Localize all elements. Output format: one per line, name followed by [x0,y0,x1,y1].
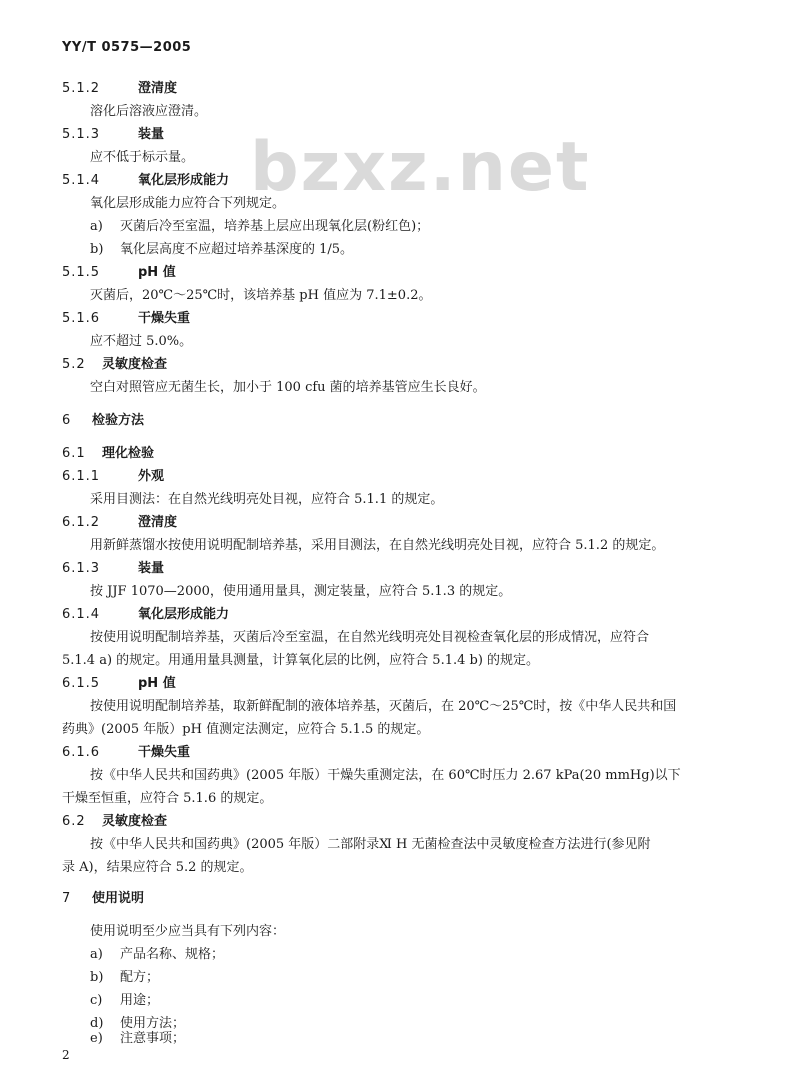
text-6-1-5-line2: 药典》(2005 年版）pH 值测定法测定，应符合 5.1.5 的规定。 [62,722,430,737]
heading-5-1-3: 5.1.3 装量 [62,127,165,142]
heading-6-1-3: 6.1.3 装量 [62,561,165,576]
text-6-1-4-line2: 5.1.4 a) 的规定。用通用量具测量，计算氧化层的比例，应符合 5.1.4 b) 的规定。 [62,653,540,668]
heading-7: 7 使用说明 [62,891,145,906]
text-5-1-4: 氧化层形成能力应符合下列规定。 [90,196,286,211]
heading-6-2: 6.2 灵敏度检查 [62,814,168,829]
heading-5-1-2: 5.1.2 澄清度 [62,81,178,96]
heading-6-1-1: 6.1.1 外观 [62,469,165,484]
heading-5-1-4: 5.1.4 氧化层形成能力 [62,173,230,188]
heading-5-2: 5.2 灵敏度检查 [62,357,168,372]
list-item: b) 氧化层高度不应超过培养基深度的 1/5。 [90,242,354,257]
text-6-1-1: 采用目测法：在自然光线明亮处目视，应符合 5.1.1 的规定。 [90,492,444,507]
text-5-1-5: 灭菌后，20℃～25℃时，该培养基 pH 值应为 7.1±0.2。 [90,288,432,303]
page-number: 2 [62,1048,70,1062]
text-5-1-3: 应不低于标示量。 [90,150,195,165]
watermark: bzxz.net [250,128,591,207]
list-item: d) 使用方法； [90,1016,186,1031]
standard-code: YY/T 0575—2005 [62,40,192,55]
text-6-1-6-line1: 按《中华人民共和国药典》(2005 年版）干燥失重测定法，在 60℃时压力 2.67 kPa(20 mmHg)以下 [90,768,681,783]
text-6-1-4-line1: 按使用说明配制培养基，灭菌后冷至室温，在自然光线明亮处目视检查氧化层的形成情况，应符合 [90,630,650,645]
text-5-1-6: 应不超过 5.0%。 [90,334,193,349]
heading-6-1-6: 6.1.6 干燥失重 [62,745,191,760]
heading-6-1-2: 6.1.2 澄清度 [62,515,178,530]
list-item: a) 产品名称、规格； [90,947,225,962]
text-6-1-5-line1: 按使用说明配制培养基，取新鲜配制的液体培养基，灭菌后，在 20℃～25℃时，按《中华人民共和国 [90,699,677,714]
heading-5-1-6: 5.1.6 干燥失重 [62,311,191,326]
text-6-2-line1: 按《中华人民共和国药典》(2005 年版）二部附录Ⅺ H 无菌检查法中灵敏度检查方法进行(参见附 [90,837,651,852]
text-5-1-2: 溶化后溶液应澄清。 [90,104,208,119]
text-6-2-line2: 录 A)，结果应符合 5.2 的规定。 [62,860,253,875]
list-item: e) 注意事项； [90,1031,186,1046]
list-item: c) 用途； [90,993,160,1008]
text-6-1-6-line2: 干燥至恒重，应符合 5.1.6 的规定。 [62,791,273,806]
text-6-1-3: 按 JJF 1070—2000，使用通用量具，测定装量，应符合 5.1.3 的规定。 [90,584,512,599]
list-item: a) 灭菌后冷至室温，培养基上层应出现氧化层(粉红色)； [90,219,430,234]
heading-5-1-5: 5.1.5 pH 值 [62,265,176,280]
heading-6-1-5: 6.1.5 pH 值 [62,676,176,691]
text-5-2: 空白对照管应无菌生长，加小于 100 cfu 菌的培养基管应生长良好。 [90,380,486,395]
list-item: b) 配方； [90,970,160,985]
heading-6-1-4: 6.1.4 氧化层形成能力 [62,607,230,622]
heading-6-1: 6.1 理化检验 [62,446,155,461]
text-7: 使用说明至少应当具有下列内容： [90,924,286,939]
text-6-1-2: 用新鲜蒸馏水按使用说明配制培养基，采用目测法，在自然光线明亮处目视，应符合 5.1.2 的规定。 [90,538,665,553]
heading-6: 6 检验方法 [62,413,145,428]
